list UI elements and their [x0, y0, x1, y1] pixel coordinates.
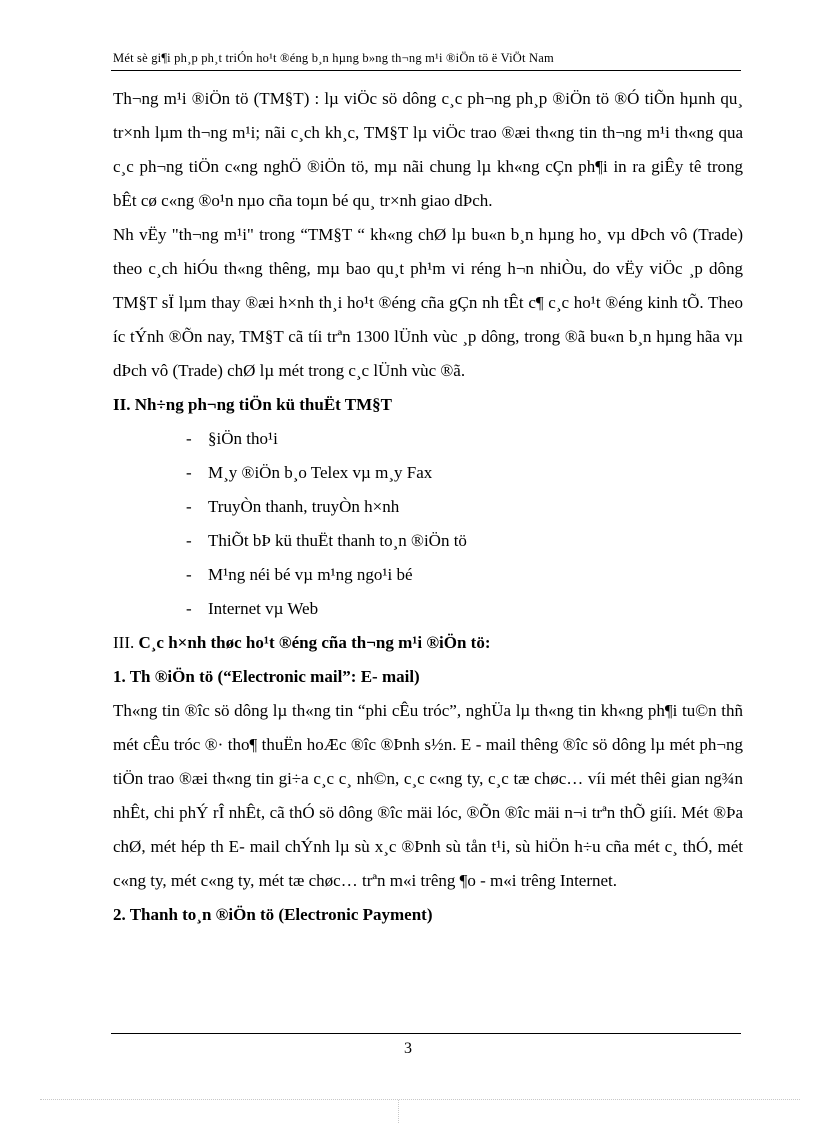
page-edge-dotted-line [40, 1099, 800, 1100]
dash-bullet: - [186, 497, 192, 516]
dash-bullet: - [186, 429, 192, 448]
running-header: Mét sè gi¶i ph¸p ph¸t triÓn ho¹t ®éng b¸n hµng b»ng th¬ng m¹i ®iÖn tö ë ViÖt Nam [113, 51, 554, 65]
paragraph-scope: Nh vËy "th¬ng m¹i" trong “TM§T “ kh«ng chØ lµ bu«n b¸n hµng ho¸ vµ dÞch vô (Trade) theo c¸ch hiÓu th«ng thêng, mµ bao qu¸t ph¹m vi réng h¬n nhiÒu, do vËy viÖc ¸p dông TM§T sÏ lµm thay ®æi h×nh th¸i ho¹t ®éng cña gÇn nh tÊt c¶ c¸c ho¹t ®éng kinh tÕ. Theo íc tÝnh ®Õn nay, TM§T cã tíi trªn 1300 lÜnh vùc ¸p dông, trong ®ã bu«n b¸n hµng hãa vµ dÞch vô (Trade) chØ lµ mét trong c¸c lÜnh vùc ®ã. [113, 225, 743, 380]
paragraph-definition: Th¬ng m¹i ®iÖn tö (TM§T) : lµ viÖc sö dông c¸c ph¬ng ph¸p ®iÖn tö ®Ó tiÕn hµnh qu¸ tr×nh lµm th¬ng m¹i; nãi c¸ch kh¸c, TM§T lµ viÖc trao ®æi th«ng tin th¬ng m¹i th«ng qua c¸c ph¬ng tiÖn c«ng nghÖ ®iÖn tö, mµ nãi chung lµ kh«ng cÇn ph¶i in ra giÊy tê trong bÊt cø c«ng ®o¹n nµo cña toµn bé qu¸ tr×nh giao dÞch. [113, 89, 743, 210]
list-item: - ThiÕt bÞ kü thuËt thanh to¸n ®iÖn tö [113, 524, 743, 558]
paragraph-email: Th«ng tin ®îc sö dông lµ th«ng tin “phi cÊu tróc”, nghÜa lµ th«ng tin kh«ng ph¶i tu©n thñ mét cÊu tróc ®· tho¶ thuËn hoÆc ®îc ®Þnh s½n. E - mail thêng ®îc sö dông lµ mét ph¬ng tiÖn trao ®æi th«ng tin gi÷a c¸c c¸ nh©n, c¸c c«ng ty, c¸c tæ chøc… víi mét thêi gian ng¾n nhÊt, chi phÝ rÎ nhÊt, cã thÓ sö dông ®îc mäi lóc, ®Õn ®îc mäi n¬i trªn thÕ giíi. Mét ®Þa chØ, mét hép th E- mail chÝnh lµ sù x¸c ®Þnh sù tån t¹i, sù hiÖn h÷u cña mét c¸ thÓ, mét c«ng ty, mét c«ng ty, mét tæ chøc… trªn m«i trêng ¶o - m«i trêng Internet. [113, 701, 743, 890]
dash-bullet: - [186, 599, 192, 618]
section-3-heading: III. C¸c h×nh thøc ho¹t ®éng cña th¬ng m¹i ®iÖn tö: [113, 633, 491, 652]
list-item: - Internet vµ Web [113, 592, 743, 626]
list-item: - TruyÒn thanh, truyÒn h×nh [113, 490, 743, 524]
dash-bullet: - [186, 565, 192, 584]
list-item: - M¹ng néi bé vµ m¹ng ngo¹i bé [113, 558, 743, 592]
page-edge-dotted-mark [398, 1100, 399, 1123]
subsection-2-heading: 2. Thanh to¸n ®iÖn tö (Electronic Payment) [113, 905, 433, 924]
footer-divider [111, 1033, 741, 1034]
section-2-heading: II. Nh÷ng ph¬ng tiÖn kü thuËt TM§T [113, 395, 393, 414]
subsection-1-heading: 1. Th ®iÖn tö (“Electronic mail”: E- mail) [113, 667, 420, 686]
list-item: - M¸y ®iÖn b¸o Telex vµ m¸y Fax [113, 456, 743, 490]
page-content [113, 82, 743, 932]
page-number: 3 [404, 1040, 412, 1057]
dash-bullet: - [186, 531, 192, 550]
list-item: - §iÖn tho¹i [113, 422, 743, 456]
dash-bullet: - [186, 463, 192, 482]
tools-list [113, 422, 743, 626]
header-divider [111, 70, 741, 71]
